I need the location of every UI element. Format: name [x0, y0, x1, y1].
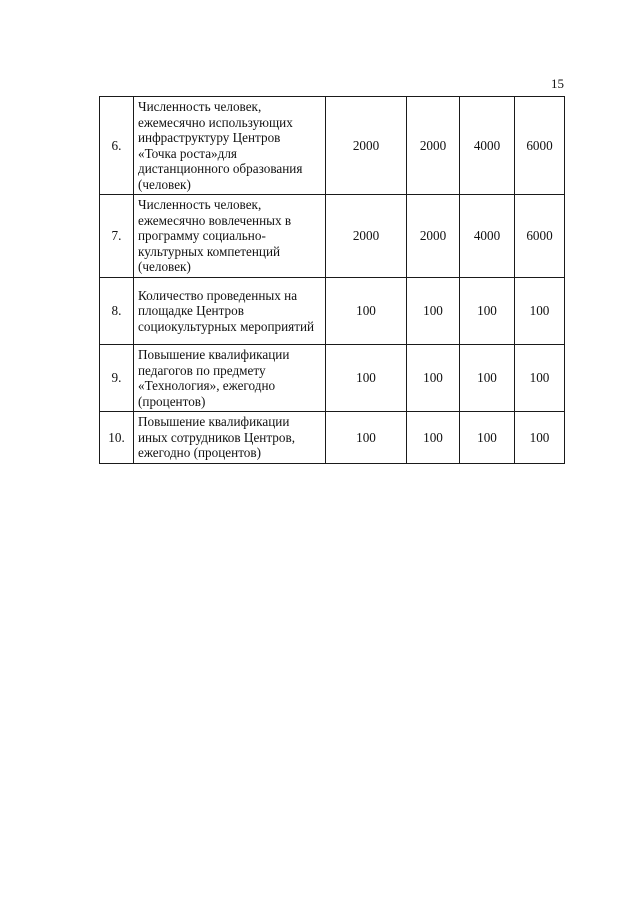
- page-number: 15: [551, 76, 564, 91]
- value-cell: 6000: [515, 97, 565, 195]
- row-number: 9.: [100, 345, 134, 412]
- value-cell: 100: [326, 278, 407, 345]
- row-description: Численность человек, ежемесячно использующих инфраструктуру Центров «Точка роста»для дистанционного образования (человек): [134, 97, 326, 195]
- row-description: Численность человек, ежемесячно вовлеченных в программу социально-культурных компетенций (человек): [134, 195, 326, 278]
- value-cell: 100: [515, 412, 565, 464]
- value-cell: 2000: [407, 97, 460, 195]
- row-number: 10.: [100, 412, 134, 464]
- value-cell: 6000: [515, 195, 565, 278]
- value-cell: 100: [407, 278, 460, 345]
- value-cell: 2000: [326, 97, 407, 195]
- value-cell: 4000: [460, 195, 515, 278]
- value-cell: 100: [515, 278, 565, 345]
- value-cell: 100: [515, 345, 565, 412]
- value-cell: 100: [460, 412, 515, 464]
- value-cell: 4000: [460, 97, 515, 195]
- value-cell: 100: [407, 345, 460, 412]
- value-cell: 100: [407, 412, 460, 464]
- table-row: [100, 195, 565, 278]
- row-number: 6.: [100, 97, 134, 195]
- row-description: Повышение квалификации иных сотрудников Центров, ежегодно (процентов): [134, 412, 326, 464]
- row-number: 7.: [100, 195, 134, 278]
- value-cell: 100: [326, 412, 407, 464]
- value-cell: 100: [460, 345, 515, 412]
- value-cell: 2000: [326, 195, 407, 278]
- table-row: [100, 345, 565, 412]
- value-cell: 2000: [407, 195, 460, 278]
- indicators-table: [99, 96, 565, 464]
- table-row: [100, 412, 565, 464]
- row-number: 8.: [100, 278, 134, 345]
- value-cell: 100: [460, 278, 515, 345]
- table-row: [100, 97, 565, 195]
- value-cell: 100: [326, 345, 407, 412]
- row-description: Количество проведенных на площадке Центров социокультурных мероприятий: [134, 278, 326, 345]
- row-description: Повышение квалификации педагогов по предмету «Технология», ежегодно (процентов): [134, 345, 326, 412]
- table-row: [100, 278, 565, 345]
